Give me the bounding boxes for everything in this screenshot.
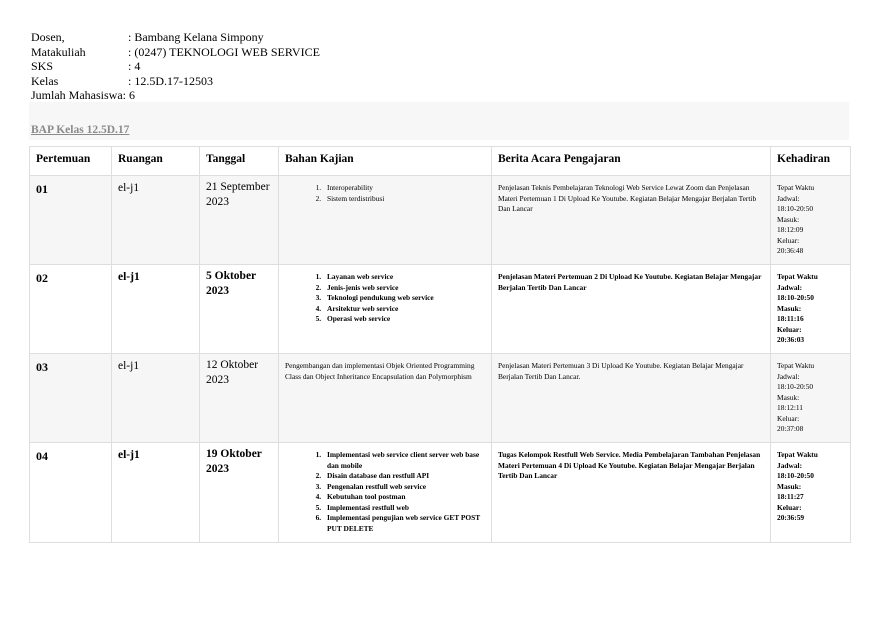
kehadiran-line: Tepat Waktu xyxy=(777,183,815,192)
kehadiran-line: Keluar: xyxy=(777,235,800,245)
berita-acara-text: Tugas Kelompok Restfull Web Service. Media Pembelajaran Tambahan Penjelasan Materi Pertemuan 4 Di Upload Ke Youtube. Kegiatan Belajar Mengajar Berjalan Tertib Dan Lancar xyxy=(498,450,761,480)
kehadiran-line: 18:10-20:50 xyxy=(777,293,814,302)
bahan-kajian-item: 2. Disain database dan restfull API xyxy=(323,471,485,482)
kehadiran-line: Keluar: xyxy=(777,502,802,512)
section-title-link[interactable]: BAP Kelas 12.5D.17 xyxy=(31,124,130,136)
kehadiran-block xyxy=(771,443,850,524)
kehadiran-line: 18:12:11 xyxy=(777,403,804,412)
table-row xyxy=(30,265,851,354)
bahan-kajian-item: 1. Layanan web service xyxy=(323,272,485,283)
jumlah-row xyxy=(31,88,320,103)
col-header-bahan-kajian: Bahan Kajian xyxy=(279,147,492,176)
kehadiran-line: Jadwal: xyxy=(777,282,803,292)
berita-acara-text: Penjelasan Teknis Pembelajaran Teknologi Web Service Lewat Zoom dan Penjelasan Materi Pertemuan 1 Di Upload Ke Youtube. Kegiatan Belajar Mengajar Berjalan Tertib Dan Lancar xyxy=(498,183,757,213)
bahan-kajian-item: 3. Pengenalan restfull web service xyxy=(323,482,485,493)
kehadiran-line: Keluar: xyxy=(777,324,802,334)
kelas-value: : 12.5D.17-12503 xyxy=(128,73,213,88)
bahan-kajian-item: 4. Kebutuhan tool postman xyxy=(323,492,485,503)
kehadiran-line: 20:36:03 xyxy=(777,335,805,344)
matakuliah-label: Matakuliah xyxy=(31,44,86,59)
course-info xyxy=(31,30,320,103)
col-header-tanggal: Tanggal xyxy=(200,147,279,176)
kehadiran-block xyxy=(771,265,850,346)
matakuliah-value: : (0247) TEKNOLOGI WEB SERVICE xyxy=(128,44,320,59)
ruangan-value: el-j1 xyxy=(118,360,140,372)
kehadiran-line: Masuk: xyxy=(777,481,802,491)
kehadiran-line: 18:10-20:50 xyxy=(777,382,814,391)
kehadiran-line: Tepat Waktu xyxy=(777,361,815,370)
bahan-kajian-item: 5. Implementasi restfull web xyxy=(323,503,485,514)
col-header-ruangan: Ruangan xyxy=(112,147,200,176)
sks-label: SKS xyxy=(31,59,54,73)
kehadiran-line: 20:36:59 xyxy=(777,513,805,522)
col-header-berita-acara: Berita Acara Pengajaran xyxy=(492,147,771,176)
kehadiran-block xyxy=(771,354,850,435)
kelas-label: Kelas xyxy=(31,73,59,88)
bap-table xyxy=(29,146,851,543)
jumlah-value: : 6 xyxy=(122,88,135,102)
col-header-pertemuan: Pertemuan xyxy=(30,147,112,176)
kehadiran-line: 20:36:48 xyxy=(777,246,804,255)
kehadiran-line: Tepat Waktu xyxy=(777,450,818,459)
pertemuan-number: 02 xyxy=(36,271,48,285)
pertemuan-number: 03 xyxy=(36,360,48,374)
kehadiran-line: Masuk: xyxy=(777,214,800,224)
bahan-kajian-list xyxy=(285,183,485,204)
bahan-kajian-list xyxy=(285,272,485,325)
kehadiran-line: 18:10-20:50 xyxy=(777,471,814,480)
ruangan-value: el-j1 xyxy=(118,271,140,283)
bahan-kajian-item: 2. Jenis-jenis web service xyxy=(323,283,485,294)
bahan-kajian-item: 2. Sistem terdistribusi xyxy=(323,194,485,205)
section-header xyxy=(29,102,849,140)
sks-value: : 4 xyxy=(128,59,141,73)
pertemuan-number: 01 xyxy=(36,182,48,196)
tanggal-value: 5 Oktober 2023 xyxy=(206,270,256,297)
berita-acara-text: Penjelasan Materi Pertemuan 3 Di Upload Ke Youtube. Kegiatan Belajar Mengajar Berjalan Tertib Dan Lancar. xyxy=(498,361,744,381)
bahan-kajian-item: 1. Interoperability xyxy=(323,183,485,194)
kehadiran-line: Tepat Waktu xyxy=(777,272,818,281)
kehadiran-block xyxy=(771,176,850,257)
bahan-kajian-item: 1. Implementasi web service client server web base dan mobile xyxy=(323,450,485,471)
table-row xyxy=(30,176,851,265)
ruangan-value: el-j1 xyxy=(118,182,140,194)
matakuliah-row xyxy=(31,45,320,60)
kehadiran-line: Jadwal: xyxy=(777,371,800,381)
kehadiran-line: 18:11:27 xyxy=(777,492,804,501)
kehadiran-line: 18:11:16 xyxy=(777,314,804,323)
tanggal-value: 12 Oktober 2023 xyxy=(206,359,259,386)
kehadiran-line: Masuk: xyxy=(777,303,802,313)
kehadiran-line: Keluar: xyxy=(777,413,800,423)
table-header-row xyxy=(30,147,851,176)
berita-acara-text: Penjelasan Materi Pertemuan 2 Di Upload Ke Youtube. Kegiatan Belajar Mengajar Berjalan Tertib Dan Lancar xyxy=(498,272,762,292)
kehadiran-line: 20:37:08 xyxy=(777,424,804,433)
bahan-kajian-item: 3. Teknologi pendukung web service xyxy=(323,293,485,304)
pertemuan-number: 04 xyxy=(36,449,48,463)
kehadiran-line: 18:10-20:50 xyxy=(777,204,814,213)
dosen-row xyxy=(31,30,320,45)
dosen-value: : Bambang Kelana Simpony xyxy=(128,30,264,44)
kehadiran-line: Jadwal: xyxy=(777,460,803,470)
tanggal-value: 21 September 2023 xyxy=(206,181,270,208)
jumlah-label: Jumlah Mahasiswa xyxy=(31,88,123,102)
dosen-label: Dosen, xyxy=(31,30,65,44)
kehadiran-line: Masuk: xyxy=(777,392,800,402)
table-row xyxy=(30,354,851,443)
kehadiran-line: 18:12:09 xyxy=(777,225,804,234)
bahan-kajian-item: 6. Implementasi pengujian web service GET POST PUT DELETE xyxy=(323,513,485,534)
kehadiran-line: Jadwal: xyxy=(777,193,800,203)
bahan-kajian-list xyxy=(285,450,485,534)
bahan-kajian-item: 4. Arsitektur web service xyxy=(323,304,485,315)
bahan-kajian-item: 5. Operasi web service xyxy=(323,314,485,325)
col-header-kehadiran: Kehadiran xyxy=(771,147,851,176)
tanggal-value: 19 Oktober 2023 xyxy=(206,448,262,475)
ruangan-value: el-j1 xyxy=(118,449,140,461)
kelas-row xyxy=(31,74,320,89)
sks-row xyxy=(31,59,320,74)
bahan-kajian-text: Pengembangan dan implementasi Objek Oriented Programming Class dan Object Inheritance Encapsulation dan Polymorphism xyxy=(285,361,475,381)
table-row xyxy=(30,443,851,543)
